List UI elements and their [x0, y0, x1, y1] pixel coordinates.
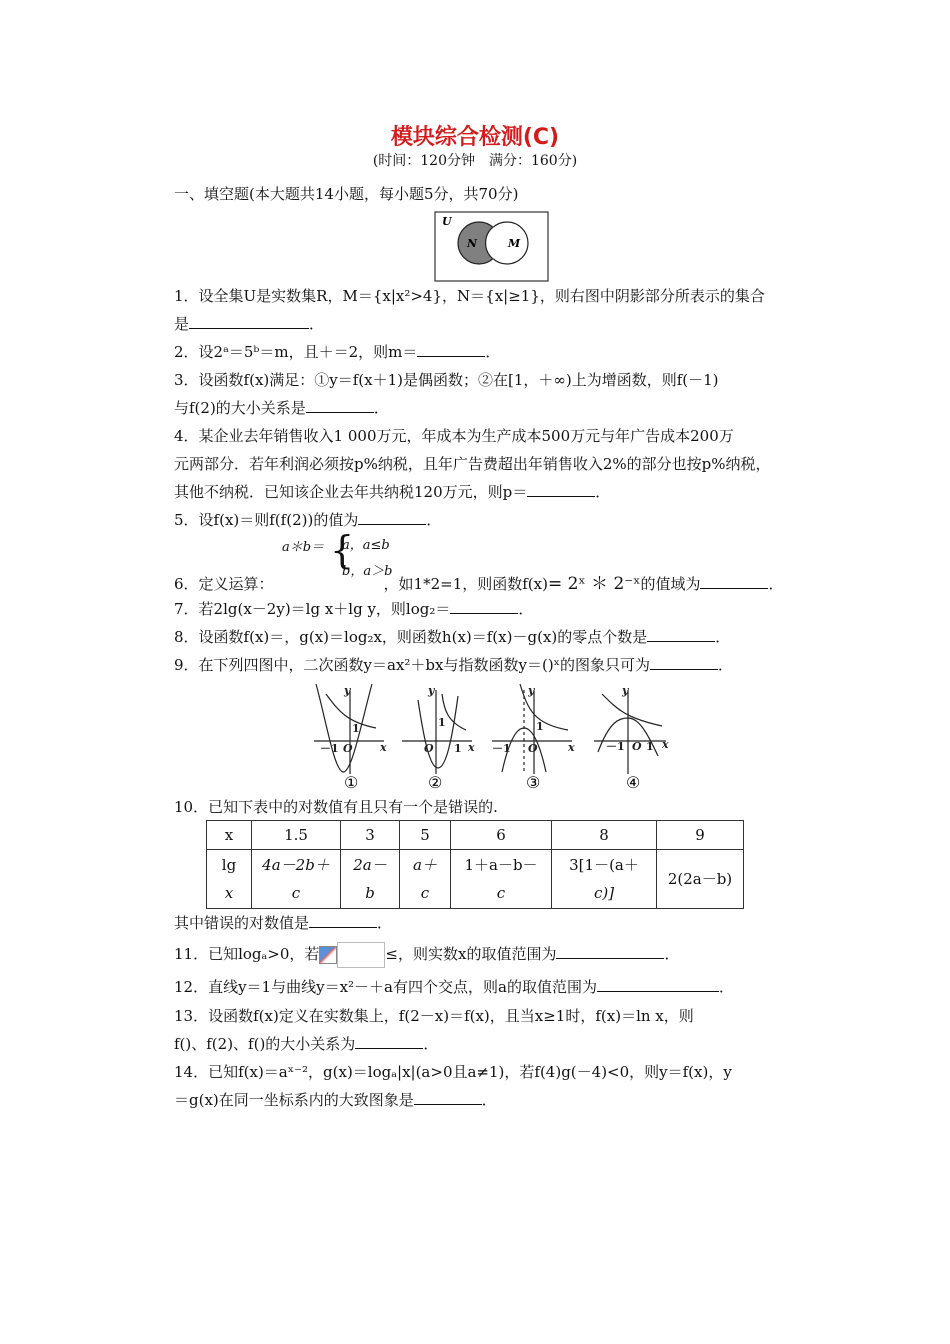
table-cell	[252, 850, 341, 909]
table-cell: 9	[657, 821, 744, 850]
graph-1-x-label: x	[380, 741, 387, 754]
cell-line: c	[420, 884, 430, 902]
q8-text: 8．设函数f(x)＝，g(x)＝log₂x，则函数h(x)＝f(x)－g(x)的零点个数是	[174, 628, 648, 646]
graph-2	[402, 690, 472, 774]
graph-4-label: ④	[626, 773, 641, 792]
q13-text: f()、f(2)、f()的大小关系为	[174, 1035, 356, 1053]
section-heading: 一、填空题(本大题共14小题，每小题5分，共70分)	[174, 185, 519, 203]
q1-text: 是	[174, 315, 190, 333]
table-cell	[657, 850, 744, 909]
q5-period: ．	[426, 511, 442, 529]
q1-answer-blank[interactable]	[189, 314, 309, 329]
graph-1-y-label: y	[344, 684, 351, 697]
q5-line	[174, 509, 441, 530]
q14-line1: 14．已知f(x)＝aˣ⁻²，g(x)＝logₐ|x|(a>0且a≠1)，若f(4)g(－4)<0，则y＝f(x)，y	[174, 1063, 732, 1081]
cell-line: 4a－2b＋	[262, 856, 330, 874]
q6-lhs: a＊b＝	[282, 540, 325, 555]
q4-period: ．	[595, 483, 611, 501]
q11-image-box	[337, 942, 385, 968]
log-table-row-lgx	[207, 850, 744, 909]
graph-3-x-label: x	[568, 741, 575, 754]
graph-3-y-label: y	[528, 684, 535, 697]
q2-period: ．	[485, 343, 501, 361]
q6-line	[174, 569, 783, 594]
graph-1-tick-neg1: －1	[320, 742, 339, 755]
graph-3-label: ③	[526, 773, 541, 792]
q9-answer-blank[interactable]	[650, 655, 718, 670]
table-cell: 8	[552, 821, 657, 850]
q10-period: ．	[377, 914, 393, 932]
q14-text: ＝g(x)在同一坐标系内的大致图象是	[174, 1091, 414, 1109]
table-cell: 5	[400, 821, 451, 850]
q6-case1: a，a≤b	[342, 538, 390, 553]
cell-line: 3[1－(a＋	[569, 856, 639, 874]
cell-line: 1＋a－b－	[464, 856, 538, 874]
q7-answer-blank[interactable]	[450, 599, 518, 614]
q6-case2: b，a＞b	[342, 564, 393, 579]
graph-1-parabola	[316, 684, 372, 772]
graph-4-x-label: x	[662, 738, 669, 751]
graph-1	[314, 684, 384, 774]
graph-1-tick-1: 1	[352, 722, 360, 735]
q3-answer-blank[interactable]	[306, 398, 374, 413]
q11-line	[174, 942, 679, 968]
table-cell	[207, 850, 252, 909]
q3-line2	[174, 397, 389, 418]
q12-period: ．	[718, 978, 734, 996]
table-cell	[552, 850, 657, 909]
q9-period: ．	[718, 656, 734, 674]
cell-line: c)]	[593, 884, 615, 902]
table-cell: x	[207, 821, 252, 850]
graph-2-tick-1-y: 1	[438, 716, 446, 729]
q14-period: ．	[481, 1091, 497, 1109]
q11-text-b: ≤，则实数x的取值范围为	[385, 945, 557, 963]
q7-text: 7．若2lg(x－2y)＝lg x＋lg y，则log₂＝	[174, 600, 451, 618]
q10-text: 其中错误的对数值是	[174, 914, 310, 932]
graph-4-exponential	[602, 694, 662, 726]
graph-3-origin: O	[528, 742, 538, 755]
venn-label-m: M	[508, 237, 521, 250]
q8-line	[174, 626, 730, 647]
q4-line3	[174, 481, 610, 502]
q2-answer-blank[interactable]	[417, 342, 485, 357]
graph-4-tick-neg1: －1	[606, 740, 625, 753]
graph-2-origin: O	[424, 742, 434, 755]
q9-line	[174, 654, 733, 675]
q1-line2	[174, 313, 324, 334]
graph-1-label: ①	[344, 773, 359, 792]
q11-period: ．	[664, 945, 680, 963]
q3-text: 与f(2)的大小关系是	[174, 399, 306, 417]
q6-brace: {	[330, 528, 355, 572]
q13-line2	[174, 1033, 438, 1054]
q4-answer-blank[interactable]	[527, 482, 595, 497]
q9-text: 9．在下列四图中，二次函数y＝ax²＋bx与指数函数y＝()ˣ的图象只可为	[174, 656, 651, 674]
q12-text: 12．直线y＝1与曲线y＝x²－＋a有四个交点，则a的取值范围为	[174, 978, 597, 996]
q2-text: 2．设2ᵃ＝5ᵇ＝m，且＋＝2，则m＝	[174, 343, 418, 361]
graph-3	[492, 684, 572, 774]
broken-image-icon	[319, 946, 337, 964]
graph-2-tick-1: 1	[454, 742, 462, 755]
graph-2-y-label: y	[428, 684, 435, 697]
q5-answer-blank[interactable]	[358, 510, 426, 525]
q14-answer-blank[interactable]	[414, 1090, 482, 1105]
graph-2-parabola	[418, 696, 458, 768]
q11-text: 11．已知logₐ>0，若	[174, 945, 320, 963]
q13-period: ．	[423, 1035, 439, 1053]
q9-graphs	[306, 680, 676, 794]
graph-4-origin: O	[632, 740, 642, 753]
q8-answer-blank[interactable]	[647, 627, 715, 642]
table-cell	[341, 850, 400, 909]
page-subtitle: (时间：120分钟 满分：160分)	[372, 153, 578, 169]
cell-line: c	[496, 884, 506, 902]
q12-answer-blank[interactable]	[597, 977, 719, 992]
table-cell: 1.5	[252, 821, 341, 850]
q1-period: ．	[309, 315, 325, 333]
log-table-row-x	[207, 821, 744, 850]
q4-line1: 4．某企业去年销售收入1 000万元，年成本为生产成本500万元与年广告成本200万	[174, 427, 734, 445]
q6-expression: = 2ˣ ＊ 2⁻ˣ	[547, 574, 641, 594]
q6-text-b: ，如1*2=1，则函数f(x)	[383, 575, 548, 593]
graph-4-y-label: y	[622, 684, 629, 697]
q6-period: ．	[768, 575, 784, 593]
cell-line: 2(2a－b)	[667, 870, 733, 888]
q5-text: 5．设f(x)＝则f(f(2))的值为	[174, 511, 359, 529]
table-cell	[451, 850, 552, 909]
q6-text: 6．定义运算：	[174, 575, 274, 593]
q13-line1: 13．设函数f(x)定义在实数集上，f(2－x)＝f(x)，且当x≥1时，f(x)＝ln x，则	[174, 1007, 694, 1025]
q3-line1: 3．设函数f(x)满足：①y＝f(x＋1)是偶函数；②在[1，＋∞)上为增函数，则f(－1)	[174, 371, 719, 389]
page-title: 模块综合检测(C)	[390, 125, 560, 150]
q6-piecewise	[282, 528, 393, 579]
graph-4-tick-1: 1	[646, 740, 654, 753]
q11-answer-blank[interactable]	[556, 944, 664, 959]
venn-diagram	[434, 211, 550, 283]
q7-period: ．	[518, 600, 534, 618]
q10-line2	[174, 912, 392, 933]
cell-line: 2a－b	[353, 856, 387, 902]
q2-line	[174, 341, 500, 362]
venn-label-u: U	[442, 215, 452, 228]
q6-answer-blank[interactable]	[700, 574, 768, 589]
q8-period: ．	[715, 628, 731, 646]
graph-3-tick-neg1: －1	[492, 742, 511, 755]
cell-line: lg	[221, 856, 237, 874]
q1-line1: 1．设全集U是实数集R，M＝{x|x²>4}，N＝{x|≥1}，则右图中阴影部分所表示的集合	[174, 287, 765, 305]
cell-line: c	[291, 884, 301, 902]
graph-3-tick-1: 1	[536, 720, 544, 733]
graph-2-x-label: x	[468, 741, 475, 754]
graph-4	[594, 690, 666, 774]
log-table	[206, 820, 744, 909]
q6-text-c: 的值域为	[640, 575, 701, 593]
q12-line	[174, 976, 734, 997]
table-cell: 3	[341, 821, 400, 850]
graph-1-origin: O	[343, 742, 353, 755]
venn-label-n: N	[467, 237, 478, 250]
q3-period: ．	[373, 399, 389, 417]
q10-line1: 10．已知下表中的对数值有且只有一个是错误的.	[174, 798, 498, 816]
q4-text: 其他不纳税．已知该企业去年共纳税120万元，则p＝	[174, 483, 528, 501]
cell-line: a＋	[413, 856, 437, 874]
q7-line	[174, 598, 533, 619]
q14-line2	[174, 1089, 497, 1110]
cell-line: x	[224, 884, 234, 902]
table-cell: 6	[451, 821, 552, 850]
q10-answer-blank[interactable]	[309, 913, 377, 928]
q13-answer-blank[interactable]	[355, 1034, 423, 1049]
q4-line2: 元两部分．若年利润必须按p%纳税，且年广告费超出年销售收入2%的部分也按p%纳税，	[174, 455, 771, 473]
table-cell	[400, 850, 451, 909]
graph-2-label: ②	[428, 773, 443, 792]
